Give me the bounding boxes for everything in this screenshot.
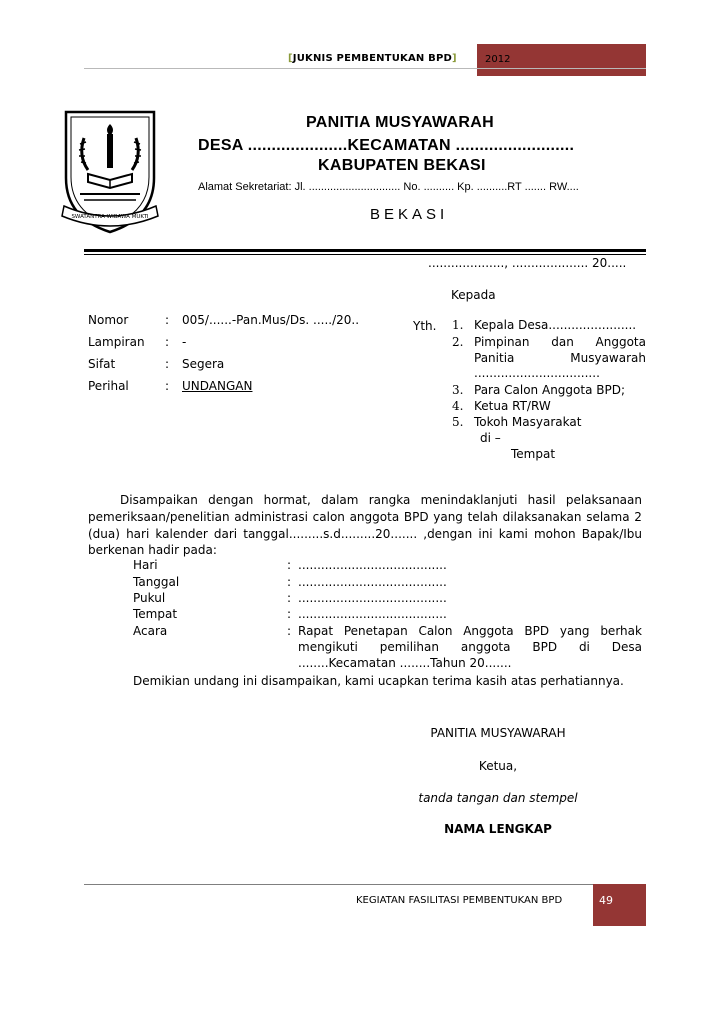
footer-text: KEGIATAN FASILITASI PEMBENTUKAN BPD [356, 895, 563, 906]
meta-key-perihal: Perihal [88, 379, 129, 393]
meta-value-lampiran: - [182, 335, 187, 349]
word: administrasi [234, 510, 308, 524]
meta-key-nomor: Nomor [88, 313, 129, 327]
word: hari [126, 527, 150, 541]
word: ,dengan [423, 527, 473, 541]
word: Rapat [298, 624, 334, 638]
detail-value-hari: ....................................... [298, 558, 447, 572]
recipient-number: 3. [452, 383, 464, 397]
detail-value-pukul: ....................................... [298, 591, 447, 605]
detail-key-hari: Hari [133, 558, 158, 572]
word: di [578, 640, 590, 654]
detail-value-tempat: ....................................... [298, 607, 447, 621]
word: hormat, [263, 493, 311, 507]
signature-name: NAMA LENGKAP [444, 822, 552, 836]
meta-key-sifat: Sifat [88, 357, 116, 371]
word: Musyawarah [570, 351, 646, 365]
recipient-tempat: Tempat [511, 447, 556, 461]
body-line-3 [88, 527, 642, 541]
meta-key-lampiran: Lampiran [88, 335, 145, 349]
recipient-calon-anggota: Para Calon Anggota BPD; [474, 383, 625, 397]
signature-org: PANITIA MUSYAWARAH [430, 726, 566, 740]
word: anggota [349, 510, 400, 524]
acara-line-3: ........Kecamatan ........Tahun 20....... [298, 656, 512, 670]
recipient-number: 1. [452, 318, 464, 332]
word: BPD [524, 624, 550, 638]
recipient-pimpinan-line2 [474, 351, 646, 365]
recipient-di: di – [480, 431, 501, 445]
header-title-text: JUKNIS PEMBENTUKAN BPD [292, 53, 453, 64]
word: mohon [533, 527, 576, 541]
meta-colon: : [165, 357, 170, 371]
detail-colon: : [287, 607, 292, 621]
kepada-label: Kepada [451, 288, 496, 302]
word: pelaksanaan [565, 493, 642, 507]
header-rule [84, 68, 646, 69]
detail-value-tanggal: ....................................... [298, 575, 447, 589]
word: Anggota [595, 335, 646, 349]
detail-key-tanggal: Tanggal [133, 575, 180, 589]
detail-colon: : [287, 624, 292, 638]
yth-label: Yth. [413, 319, 437, 333]
word: Bapak/Ibu [581, 527, 642, 541]
acara-line-2 [298, 640, 642, 654]
word: anggota [460, 640, 511, 654]
letterhead-title: PANITIA MUSYAWARAH [306, 114, 494, 131]
word: kami [498, 527, 528, 541]
word: dan [551, 335, 574, 349]
word: Pimpinan [474, 335, 530, 349]
word: dari [213, 527, 238, 541]
word: Anggota [463, 624, 514, 638]
meta-colon: : [165, 335, 170, 349]
recipient-number: 2. [452, 335, 464, 349]
detail-key-pukul: Pukul [133, 591, 166, 605]
recipient-pimpinan-line1 [474, 335, 646, 349]
header-title [288, 53, 457, 64]
word: menindaklanjuti [420, 493, 518, 507]
footer-rule [84, 884, 646, 885]
header-year-box [477, 44, 646, 76]
recipient-kepala-desa: Kepala Desa....................... [474, 318, 637, 332]
word: BPD [403, 510, 429, 524]
word: kalender [155, 527, 208, 541]
word: Desa [611, 640, 642, 654]
word: Panitia [474, 351, 515, 365]
header-year: 2012 [485, 54, 511, 65]
detail-key-acara: Acara [133, 624, 168, 638]
word: (dua) [88, 527, 120, 541]
word: yang [559, 624, 590, 638]
word: rangka [368, 493, 411, 507]
letterhead-address: Alamat Sekretariat: Jl. .............................. No. .......... Kp. ..........RT ....... RW.... [198, 181, 579, 193]
footer-page-box [593, 884, 646, 926]
word: berhak [600, 624, 642, 638]
recipient-ketua-rt: Ketua RT/RW [474, 399, 551, 413]
closing-sentence: Demikian undang ini disampaikan, kami ucapkan terima kasih atas perhatiannya. [133, 674, 624, 688]
word: telah [467, 510, 498, 524]
emblem-motto: SWATANTRA WIBAWA MUKTI [71, 214, 149, 220]
meta-value-nomor: 005/......-Pan.Mus/Ds. ...../20.. [182, 313, 360, 327]
header-bracket-close: ] [452, 53, 457, 64]
recipient-tokoh: Tokoh Masyarakat [474, 415, 582, 429]
signature-note: tanda tangan dan stempel [418, 791, 578, 805]
word: dilaksanakan [502, 510, 582, 524]
body-line-2 [88, 510, 642, 524]
body-line-4: berkenan hadir pada: [88, 543, 217, 557]
word: tanggal.........s.d.........20....... [243, 527, 418, 541]
recipient-number: 5. [452, 415, 464, 429]
signature-role: Ketua, [478, 759, 518, 773]
word: pemilihan [379, 640, 439, 654]
detail-key-tempat: Tempat [133, 607, 178, 621]
date-line: ...................., .................... 20..... [428, 256, 627, 270]
word: pemeriksaan/penelitian [88, 510, 230, 524]
detail-colon: : [287, 591, 292, 605]
word: BPD [532, 640, 558, 654]
word: hasil [527, 493, 556, 507]
header-bracket-open: [ [288, 53, 293, 64]
page-number: 49 [599, 894, 613, 907]
letterhead-kabupaten: KABUPATEN BEKASI [318, 157, 486, 174]
letterhead-rule-thin [84, 254, 646, 255]
kabupaten-bekasi-emblem-icon [60, 108, 160, 236]
word: dengan [208, 493, 254, 507]
detail-colon: : [287, 558, 292, 572]
word: 2 [634, 510, 642, 524]
word: mengikuti [298, 640, 358, 654]
word: ini [478, 527, 493, 541]
letterhead-city: BEKASI [370, 206, 449, 223]
word: Disampaikan [120, 493, 198, 507]
meta-value-sifat: Segera [182, 357, 225, 371]
word: yang [433, 510, 463, 524]
meta-colon: : [165, 313, 170, 327]
recipient-number: 4. [452, 399, 464, 413]
acara-line-1 [298, 624, 642, 638]
meta-colon: : [165, 379, 170, 393]
word: dalam [321, 493, 359, 507]
detail-colon: : [287, 575, 292, 589]
recipient-pimpinan-line3: ................................. [474, 366, 600, 380]
letterhead-desa: DESA .....................KECAMATAN ......................... [198, 137, 575, 154]
body-line-1 [120, 493, 642, 507]
letterhead-rule-thick [84, 249, 646, 252]
word: Penetapan [343, 624, 408, 638]
word: Calon [418, 624, 453, 638]
word: calon [312, 510, 345, 524]
meta-value-perihal: UNDANGAN [182, 379, 253, 393]
word: selama [586, 510, 630, 524]
